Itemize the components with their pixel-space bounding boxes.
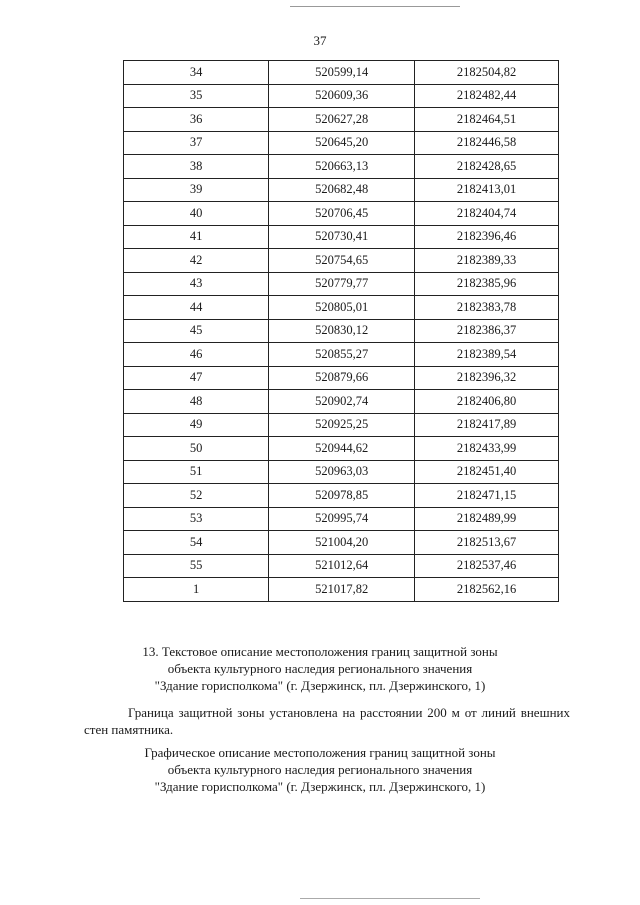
y-coordinate-cell: 2182433,99 (415, 437, 559, 461)
boundary-description: Граница защитной зоны установлена на расстоянии 200 м от линий внешних стен памятника. (84, 705, 570, 737)
point-number-cell: 53 (124, 507, 269, 531)
y-coordinate-cell: 2182428,65 (415, 155, 559, 179)
section-13-title-line-2: объекта культурного наследия регионального значения (167, 661, 473, 676)
section-13-title-line-1: 13. Текстовое описание местоположения границ защитной зоны (142, 644, 498, 659)
section-13-title-line-3: "Здание горисполкома" (г. Дзержинск, пл. Дзержинского, 1) (154, 678, 486, 693)
y-coordinate-cell: 2182451,40 (415, 460, 559, 484)
table-row (124, 437, 559, 461)
table-row (124, 578, 559, 602)
point-number-cell: 54 (124, 531, 269, 555)
graphic-title-line-2: объекта культурного наследия регионального значения (167, 762, 473, 777)
point-number-cell: 52 (124, 484, 269, 508)
x-coordinate-cell: 520879,66 (269, 366, 415, 390)
coordinates-table-body (124, 61, 559, 602)
x-coordinate-cell: 520855,27 (269, 343, 415, 367)
y-coordinate-cell: 2182537,46 (415, 554, 559, 578)
page-number: 37 (313, 33, 327, 48)
y-coordinate-cell: 2182406,80 (415, 390, 559, 414)
x-coordinate-cell: 520645,20 (269, 131, 415, 155)
x-coordinate-cell: 521004,20 (269, 531, 415, 555)
table-row (124, 531, 559, 555)
point-number-cell: 36 (124, 108, 269, 132)
y-coordinate-cell: 2182413,01 (415, 178, 559, 202)
table-row (124, 131, 559, 155)
table-row (124, 507, 559, 531)
table-row (124, 390, 559, 414)
y-coordinate-cell: 2182389,33 (415, 249, 559, 273)
y-coordinate-cell: 2182386,37 (415, 319, 559, 343)
point-number-cell: 39 (124, 178, 269, 202)
point-number-cell: 41 (124, 225, 269, 249)
y-coordinate-cell: 2182464,51 (415, 108, 559, 132)
table-row (124, 554, 559, 578)
y-coordinate-cell: 2182471,15 (415, 484, 559, 508)
table-row (124, 366, 559, 390)
y-coordinate-cell: 2182482,44 (415, 84, 559, 108)
point-number-cell: 51 (124, 460, 269, 484)
point-number-cell: 50 (124, 437, 269, 461)
point-number-cell: 45 (124, 319, 269, 343)
x-coordinate-cell: 520754,65 (269, 249, 415, 273)
table-row (124, 202, 559, 226)
y-coordinate-cell: 2182513,67 (415, 531, 559, 555)
y-coordinate-cell: 2182383,78 (415, 296, 559, 320)
table-row (124, 484, 559, 508)
y-coordinate-cell: 2182404,74 (415, 202, 559, 226)
point-number-cell: 43 (124, 272, 269, 296)
scan-bottom-line (300, 898, 480, 899)
y-coordinate-cell: 2182385,96 (415, 272, 559, 296)
x-coordinate-cell: 520599,14 (269, 61, 415, 85)
scan-top-line (290, 6, 460, 7)
table-row (124, 225, 559, 249)
table-row (124, 108, 559, 132)
table-row (124, 460, 559, 484)
y-coordinate-cell: 2182489,99 (415, 507, 559, 531)
y-coordinate-cell: 2182417,89 (415, 413, 559, 437)
y-coordinate-cell: 2182396,46 (415, 225, 559, 249)
point-number-cell: 38 (124, 155, 269, 179)
x-coordinate-cell: 520706,45 (269, 202, 415, 226)
y-coordinate-cell: 2182389,54 (415, 343, 559, 367)
table-row (124, 178, 559, 202)
table-row (124, 319, 559, 343)
point-number-cell: 1 (124, 578, 269, 602)
table-row (124, 84, 559, 108)
point-number-cell: 42 (124, 249, 269, 273)
graphic-title-line-1: Графическое описание местоположения границ защитной зоны (144, 745, 496, 760)
point-number-cell: 34 (124, 61, 269, 85)
table-row (124, 343, 559, 367)
x-coordinate-cell: 520805,01 (269, 296, 415, 320)
table-row (124, 61, 559, 85)
table-row (124, 272, 559, 296)
x-coordinate-cell: 520902,74 (269, 390, 415, 414)
y-coordinate-cell: 2182396,32 (415, 366, 559, 390)
x-coordinate-cell: 521012,64 (269, 554, 415, 578)
coordinates-table (123, 60, 559, 602)
point-number-cell: 49 (124, 413, 269, 437)
y-coordinate-cell: 2182504,82 (415, 61, 559, 85)
x-coordinate-cell: 520978,85 (269, 484, 415, 508)
x-coordinate-cell: 520925,25 (269, 413, 415, 437)
y-coordinate-cell: 2182446,58 (415, 131, 559, 155)
table-row (124, 249, 559, 273)
point-number-cell: 44 (124, 296, 269, 320)
x-coordinate-cell: 520627,28 (269, 108, 415, 132)
x-coordinate-cell: 520609,36 (269, 84, 415, 108)
x-coordinate-cell: 521017,82 (269, 578, 415, 602)
point-number-cell: 47 (124, 366, 269, 390)
point-number-cell: 40 (124, 202, 269, 226)
graphic-title-line-3: "Здание горисполкома" (г. Дзержинск, пл. Дзержинского, 1) (154, 779, 486, 794)
x-coordinate-cell: 520963,03 (269, 460, 415, 484)
y-coordinate-cell: 2182562,16 (415, 578, 559, 602)
x-coordinate-cell: 520830,12 (269, 319, 415, 343)
table-row (124, 155, 559, 179)
point-number-cell: 35 (124, 84, 269, 108)
x-coordinate-cell: 520730,41 (269, 225, 415, 249)
x-coordinate-cell: 520995,74 (269, 507, 415, 531)
table-row (124, 413, 559, 437)
point-number-cell: 37 (124, 131, 269, 155)
x-coordinate-cell: 520779,77 (269, 272, 415, 296)
point-number-cell: 55 (124, 554, 269, 578)
x-coordinate-cell: 520663,13 (269, 155, 415, 179)
table-row (124, 296, 559, 320)
point-number-cell: 48 (124, 390, 269, 414)
x-coordinate-cell: 520944,62 (269, 437, 415, 461)
point-number-cell: 46 (124, 343, 269, 367)
x-coordinate-cell: 520682,48 (269, 178, 415, 202)
